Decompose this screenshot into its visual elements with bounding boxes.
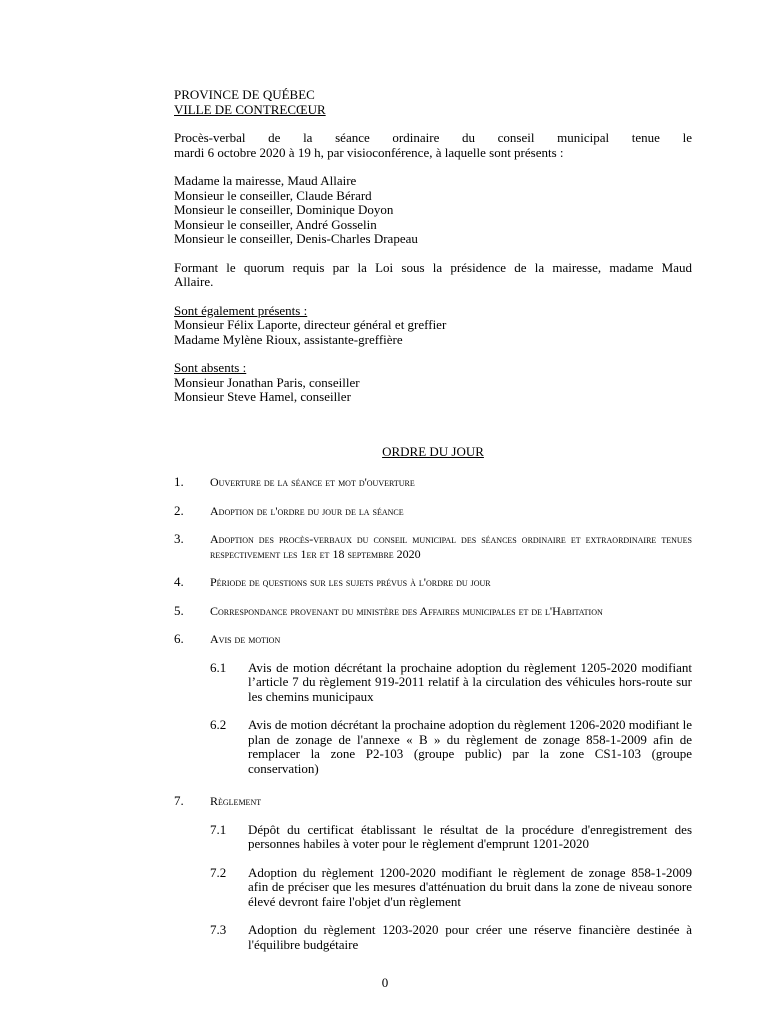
absent-person: Monsieur Jonathan Paris, conseiller [174,374,360,390]
page-number: 0 [381,975,389,990]
agenda-item-text: Adoption des procès-verbaux du conseil municipal des séances ordinaire et extraordinaire tenues respectivement les 1er et 18 septembre 2020 [210,532,692,561]
agenda-item [174,504,692,519]
absent-person: Monsieur Steve Hamel, conseiller [174,389,351,404]
agenda-title: ORDRE DU JOUR [382,443,484,459]
agenda-item [174,475,692,490]
agenda-subitem [174,718,692,776]
intro-line-1: Procès-verbal de la séance ordinaire du conseil municipal tenue le [174,130,692,145]
agenda-subitem-number: 7.1 [210,821,227,837]
agenda-subitem [174,661,692,705]
agenda-subitem-number: 7.3 [210,922,227,937]
present-member: Madame la mairesse, Maud Allaire [174,173,357,188]
quorum-line-2: Allaire. [174,274,214,289]
present-member: Monsieur le conseiller, Denis-Charles Drapeau [174,231,418,246]
agenda-item-text: Avis de motion [210,632,281,646]
agenda-item-number: 4. [174,574,184,589]
agenda-item-number: 7. [174,793,184,808]
absent-heading: Sont absents : [174,360,247,375]
agenda-subitem [174,823,692,852]
agenda-item [174,575,692,590]
agenda-item-number: 5. [174,602,184,618]
present-member: Monsieur le conseiller, André Gosselin [174,216,377,232]
agenda-subitem-text: Avis de motion décrétant la prochaine adoption du règlement 1205-2020 modifiant l’article 7 du règlement 919-2011 relatif à la circulation des véhicules hors-route sur les chemins municipaux [248,659,692,704]
document-page [174,88,692,952]
agenda-item-number: 1. [174,474,184,489]
agenda-item-text: Ouverture de la séance et mot d'ouverture [210,475,415,489]
agenda-item [174,604,692,619]
agenda-subitem-text: Adoption du règlement 1200-2020 modifiant le règlement de zonage 858-1-2009 afin de préciser que les mesures d'atténuation du bruit dans la zone de niveau sonore élevé devront faire l'objet d'un règlement [248,864,692,909]
agenda-subitem [174,923,692,952]
quorum-line-1: Formant le quorum requis par la Loi sous la présidence de la mairesse, madame Maud [174,259,692,275]
agenda-subitem-text: Adoption du règlement 1203-2020 pour créer une réserve financière destinée à l'équilibre budgétaire [248,922,692,952]
agenda-item-text: Adoption de l'ordre du jour de la séance [210,503,404,518]
intro-line-2: mardi 6 octobre 2020 à 19 h, par visioconférence, à laquelle sont présents : [174,144,564,160]
agenda-subitem-number: 7.2 [210,864,227,880]
also-present-person: Madame Mylène Rioux, assistante-greffière [174,331,403,347]
agenda-subitem-text: Avis de motion décrétant la prochaine adoption du règlement 1206-2020 modifiant le plan de zonage de l'annexe « B » du règlement de zonage 858-1-2009 afin de remplacer la zone P2-103 (groupe public) par la zone CS1-103 (groupe conservation) [248,717,692,776]
also-present-heading: Sont également présents : [174,302,308,318]
agenda-item-text: Correspondance provenant du ministère des Affaires municipales et de l'Habitation [210,603,603,618]
agenda-subitem-text: Dépôt du certificat établissant le résultat de la procédure d'enregistrement des personnes habiles à voter pour le règlement d'emprunt 1201-2020 [248,821,692,851]
ville-heading: VILLE DE CONTRECŒUR [174,101,326,117]
agenda-item [174,532,692,561]
present-member: Monsieur le conseiller, Claude Bérard [174,187,372,203]
agenda-item-number: 3. [174,531,184,546]
agenda-item-number: 6. [174,631,184,646]
agenda-subitem-number: 6.1 [210,659,227,675]
agenda-item-text: Période de questions sur les sujets prévus à l'ordre du jour [210,575,491,589]
agenda-item [174,632,692,647]
province-heading: PROVINCE DE QUÉBEC [174,87,315,102]
agenda-subitem-number: 6.2 [210,717,227,732]
agenda-item-number: 2. [174,502,184,518]
also-present-person: Monsieur Félix Laporte, directeur général et greffier [174,317,447,332]
agenda-subitem [174,866,692,910]
agenda-item [174,794,692,809]
agenda-item-text: Règlement [210,794,262,808]
present-member: Monsieur le conseiller, Dominique Doyon [174,202,394,217]
